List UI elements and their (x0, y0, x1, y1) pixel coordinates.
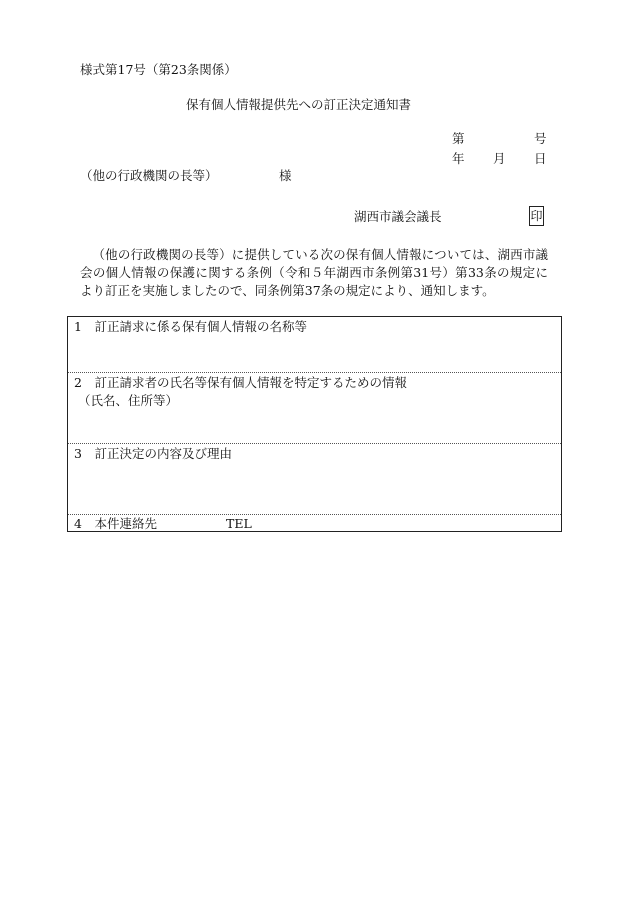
addressee-honorific: 様 (279, 168, 292, 183)
row-label-requester-info: 2 訂正請求者の氏名等保有個人情報を特定するための情報 (74, 375, 407, 390)
row-label-info-name: 1 訂正請求に係る保有個人情報の名称等 (74, 319, 307, 334)
tel-label: TEL (226, 516, 252, 531)
addressee-name: （他の行政機関の長等） (80, 168, 218, 183)
row-sublabel-requester-info: （氏名、住所等） (78, 393, 179, 408)
row-label-contact: 4 本件連絡先 (74, 516, 157, 531)
number-suffix: 号 (534, 131, 547, 146)
table-row-info-name (68, 317, 561, 373)
table-row-decision (68, 444, 561, 515)
number-prefix: 第 (452, 131, 465, 146)
sender-name: 湖西市議会議長 (354, 209, 442, 224)
year-label: 年 (452, 151, 465, 166)
table-row-requester-info (68, 373, 561, 444)
row-label-decision: 3 訂正決定の内容及び理由 (74, 446, 232, 461)
form-number: 様式第17号（第23条関係） (80, 62, 237, 77)
notice-body: （他の行政機関の長等）に提供している次の保有個人情報については、湖西市議会の個人情報の保護に関する条例（令和５年湖西市条例第31号）第33条の規定により訂正を実施しましたので、同条例第37条の規定により、通知します。 (80, 247, 548, 298)
day-label: 日 (534, 151, 547, 166)
month-label: 月 (493, 151, 506, 166)
document-title: 保有個人情報提供先への訂正決定通知書 (186, 97, 412, 112)
table-row-contact (68, 515, 561, 532)
info-table (67, 316, 562, 532)
seal-mark: 印 (529, 206, 544, 226)
